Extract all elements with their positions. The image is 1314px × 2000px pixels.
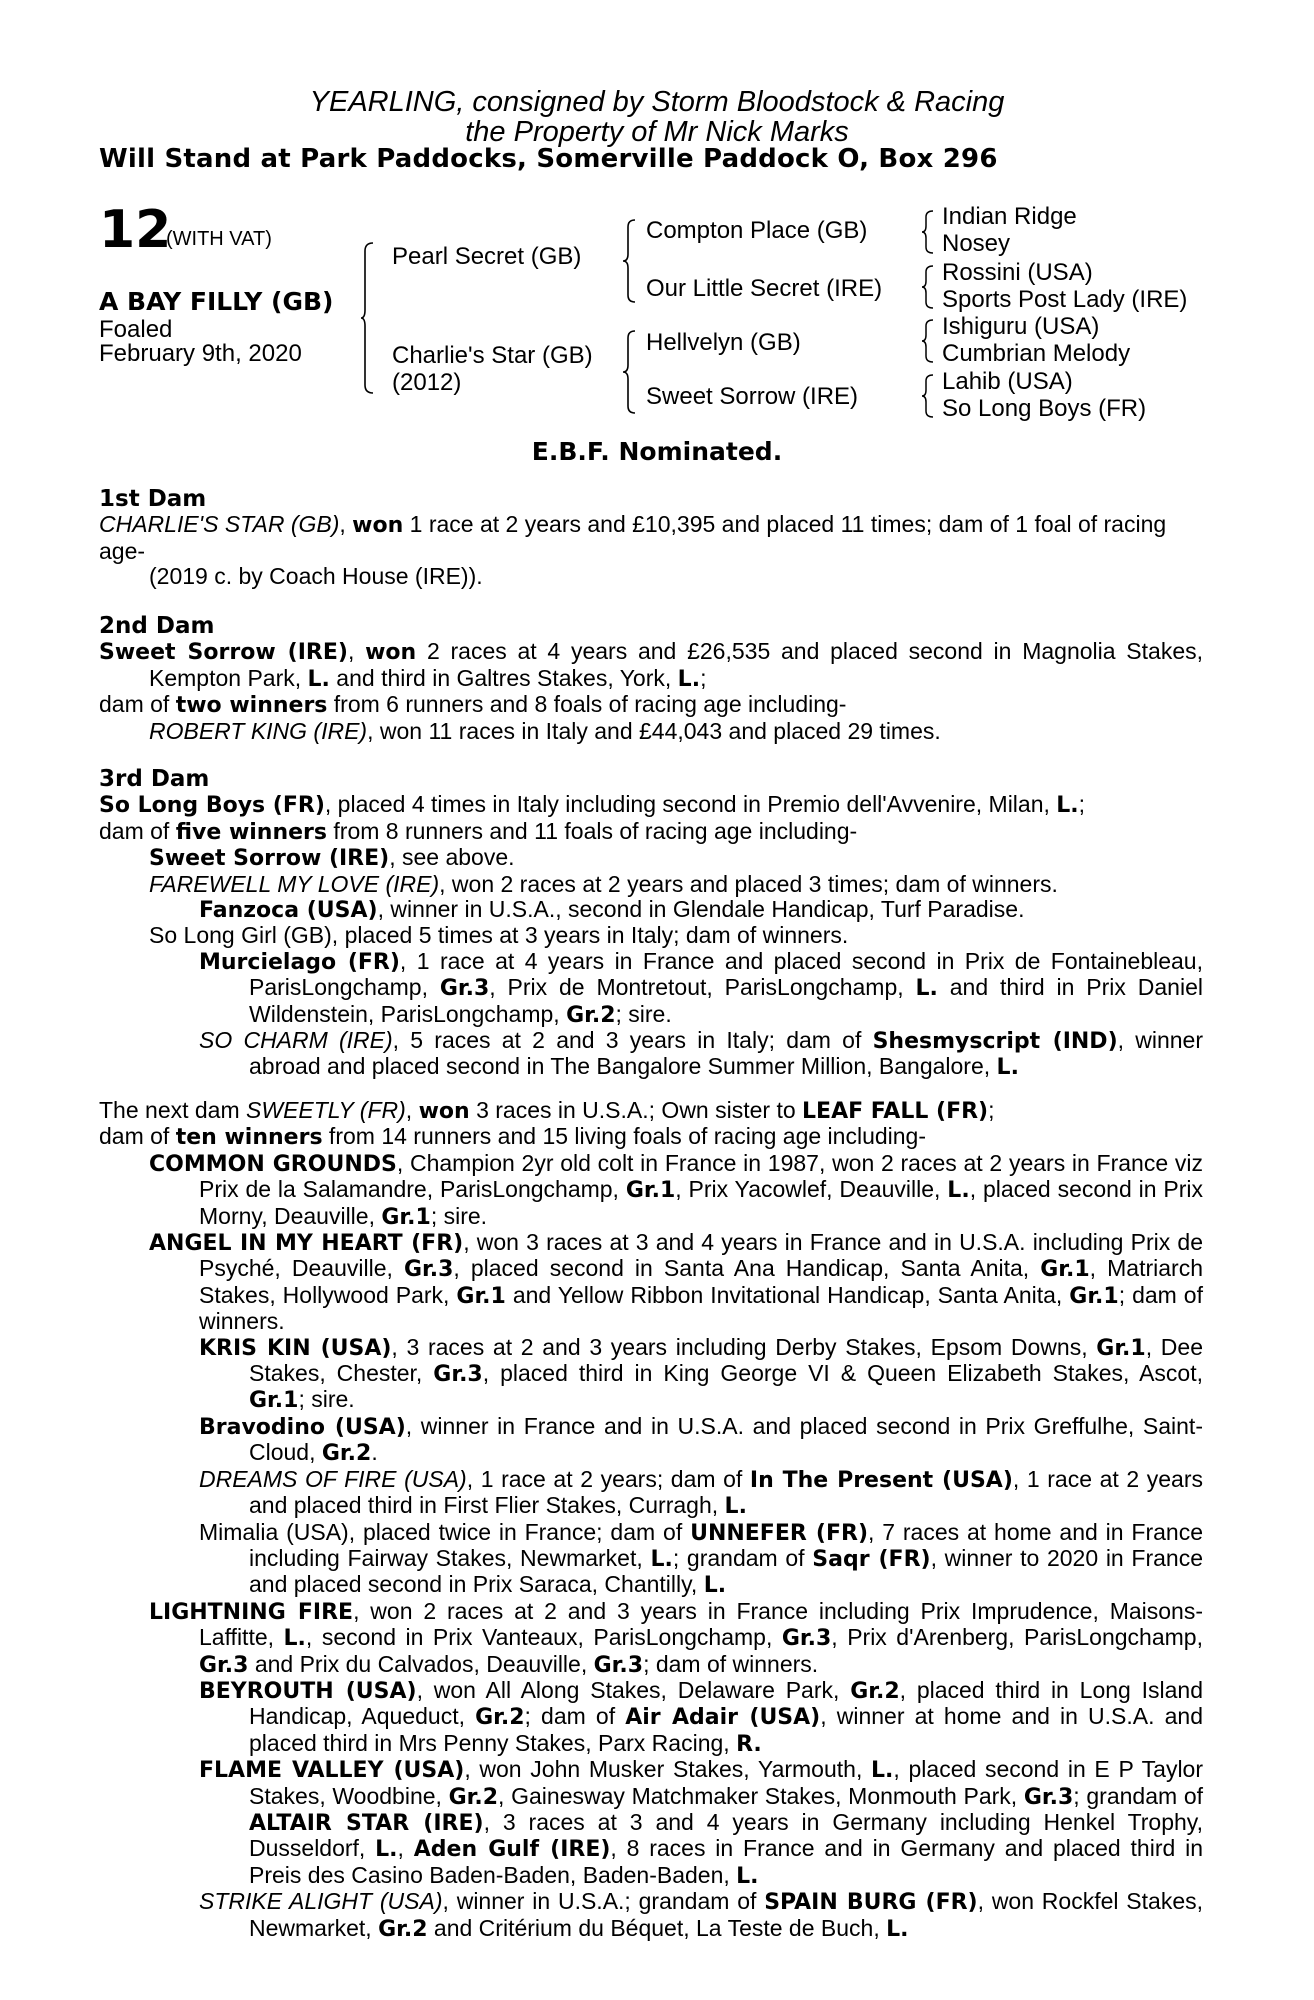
second-dam-produce-summary: dam of two winners from 6 runners and 8 foals of racing age including- xyxy=(99,691,847,719)
pedigree-brace-main xyxy=(360,242,376,394)
pedigree-dam: Charlie's Star (GB) xyxy=(392,342,593,369)
pedigree-brace-sire xyxy=(622,219,638,303)
third-dam-produce-2: FAREWELL MY LOVE (IRE), won 2 races at 2 years and placed 3 times; dam of winners. xyxy=(149,870,1058,897)
next-dam-text: The next dam SWEETLY (FR), won 3 races in U.S.A.; Own sister to LEAF FALL (FR); xyxy=(99,1097,995,1124)
foaled-date: February 9th, 2020 xyxy=(99,340,302,367)
next-dam-produce-2: ANGEL IN MY HEART (FR), won 3 races at 3 and 4 years in France and in U.S.A. including Prix de Psyché, Deauville, Gr.3, placed second in Santa Ana Handicap, Santa Anita, Gr.1, Matriarch Stakes, Hollywood Park, Gr.1 and Yellow Ribbon Invitational Handicap, Santa Anita, Gr.1; dam of winners. xyxy=(149,1229,1203,1335)
lot-vat: (WITH VAT) xyxy=(166,228,272,250)
pedigree-g5: Ishiguru (USA) xyxy=(942,313,1100,340)
pedigree-g3: Rossini (USA) xyxy=(942,259,1093,286)
pedigree-dam-dam: Sweet Sorrow (IRE) xyxy=(646,383,859,410)
pedigree-g1: Indian Ridge xyxy=(942,203,1077,230)
next-dam-produce-2a: KRIS KIN (USA), 3 races at 2 and 3 years including Derby Stakes, Epsom Downs, Gr.1, Dee Stakes, Chester, Gr.3, placed third in King George VI & Queen Elizabeth Stakes, Ascot, Gr.1; sire. xyxy=(199,1333,1203,1414)
next-dam-produce-3b: FLAME VALLEY (USA), won John Musker Stakes, Yarmouth, L., placed second in E P Taylor Stakes, Woodbine, Gr.2, Gainesway Matchmaker Stakes, Monmouth Park, Gr.3; grandam of ALTAIR STAR (IRE), 3 races at 3 and 4 years in Germany including Henkel Trophy, Dusseldorf, L., Aden Gulf (IRE), 8 races in France and in Germany and placed third in Preis des Casino Baden-Baden, Baden-Baden, L. xyxy=(199,1756,1204,1889)
first-dam-produce: (2019 c. by Coach House (IRE)). xyxy=(149,563,483,590)
third-dam-heading: 3rd Dam xyxy=(99,766,210,792)
pedigree-brace-g1 xyxy=(921,210,935,254)
pedigree-g2: Nosey xyxy=(942,230,1011,257)
third-dam-produce-3b: SO CHARM (IRE), 5 races at 2 and 3 years in Italy; dam of Shesmyscript (IND), winner abroad and placed second in The Bangalore Summer Million, Bangalore, L. xyxy=(199,1027,1203,1081)
pedigree-sire: Pearl Secret (GB) xyxy=(392,243,582,270)
pedigree-brace-g4 xyxy=(921,374,935,418)
first-dam-heading: 1st Dam xyxy=(99,486,207,512)
next-dam-produce-3: LIGHTNING FIRE, won 2 races at 2 and 3 years in France including Prix Imprudence, Maisons-Laffitte, L., second in Prix Vanteaux, ParisLongchamp, Gr.3, Prix d'Arenberg, ParisLongchamp, Gr.3 and Prix du Calvados, Deauville, Gr.3; dam of winners. xyxy=(149,1597,1204,1678)
next-dam-produce-2d: Mimalia (USA), placed twice in France; dam of UNNEFER (FR), 7 races at home and in France including Fairway Stakes, Newmarket, L.; grandam of Saqr (FR), winner to 2020 in France and placed second in Prix Saraca, Chantilly, L. xyxy=(199,1518,1204,1599)
header-line-1: YEARLING, consigned by Storm Bloodstock & Racing xyxy=(309,86,1005,118)
foaled-label: Foaled xyxy=(99,316,173,343)
horse-description: A BAY FILLY (GB) xyxy=(99,287,334,316)
third-dam-section xyxy=(99,767,1203,1081)
third-dam-produce-3a: Murcielago (FR), 1 race at 4 years in France and placed second in Prix de Fontainebleau, ParisLongchamp, Gr.3, Prix de Montretout, ParisLongchamp, L. and third in Prix Daniel Wildenstein, ParisLongchamp, Gr.2; sire. xyxy=(199,947,1203,1028)
pedigree-dam-sire: Hellvelyn (GB) xyxy=(646,329,801,356)
next-dam-produce-1: COMMON GROUNDS, Champion 2yr old colt in France in 1987, won 2 races at 2 years in France viz Prix de la Salamandre, ParisLongchamp, Gr.1, Prix Yacowlef, Deauville, L., placed second in Prix Morny, Deauville, Gr.1; sire. xyxy=(149,1149,1203,1230)
header-line-2: the Property of Mr Nick Marks xyxy=(465,116,849,148)
third-dam-produce-1: Sweet Sorrow (IRE), see above. xyxy=(149,844,515,872)
first-dam-text: CHARLIE'S STAR (GB), won 1 race at 2 years and £10,395 and placed 11 times; dam of 1 foal of racing age- xyxy=(99,511,1167,564)
pedigree-sire-sire: Compton Place (GB) xyxy=(646,217,868,244)
pedigree-g4: Sports Post Lady (IRE) xyxy=(942,286,1188,313)
second-dam-produce-1: ROBERT KING (IRE), won 11 races in Italy and £44,043 and placed 29 times. xyxy=(149,717,941,744)
pedigree-sire-dam: Our Little Secret (IRE) xyxy=(646,275,883,302)
pedigree-brace-dam xyxy=(622,330,638,414)
third-dam-produce-summary: dam of five winners from 8 runners and 11 foals of racing age including- xyxy=(99,817,858,845)
ebf-nominated: E.B.F. Nominated. xyxy=(531,437,783,466)
next-dam-section xyxy=(99,1098,1203,1942)
third-dam-produce-3: So Long Girl (GB), placed 5 times at 3 years in Italy; dam of winners. xyxy=(149,922,849,949)
pedigree-g7: Lahib (USA) xyxy=(942,368,1073,395)
first-dam-section xyxy=(99,487,1203,590)
second-dam-heading: 2nd Dam xyxy=(99,613,215,639)
third-dam-produce-2a: Fanzoca (USA), winner in U.S.A., second in Glendale Handicap, Turf Paradise. xyxy=(199,896,1025,924)
pedigree-dam-year: (2012) xyxy=(392,369,462,396)
pedigree-brace-g3 xyxy=(921,319,935,363)
second-dam-section xyxy=(99,614,1203,744)
next-dam-produce-2c: DREAMS OF FIRE (USA), 1 race at 2 years; dam of In The Present (USA), 1 race at 2 years and placed third in First Flier Stakes, Curragh, L. xyxy=(199,1465,1203,1520)
stand-location: Will Stand at Park Paddocks, Somerville Paddock O, Box 296 xyxy=(99,144,998,174)
next-dam-produce-3c: STRIKE ALIGHT (USA), winner in U.S.A.; grandam of SPAIN BURG (FR), won Rockfel Stakes, Newmarket, Gr.2 and Critérium du Béquet, La Teste de Buch, L. xyxy=(199,1888,1204,1942)
pedigree-brace-g2 xyxy=(921,265,935,309)
lot-number: 12 xyxy=(99,200,172,260)
pedigree-g8: So Long Boys (FR) xyxy=(942,395,1147,422)
pedigree-g6: Cumbrian Melody xyxy=(942,340,1131,367)
next-dam-produce-summary: dam of ten winners from 14 runners and 15 living foals of racing age including- xyxy=(99,1123,927,1151)
next-dam-produce-2b: Bravodino (USA), winner in France and in U.S.A. and placed second in Prix Greffulhe, Saint-Cloud, Gr.2. xyxy=(199,1412,1203,1467)
next-dam-produce-3a: BEYROUTH (USA), won All Along Stakes, Delaware Park, Gr.2, placed third in Long Island Handicap, Aqueduct, Gr.2; dam of Air Adair (USA), winner at home and in U.S.A. and placed third in Mrs Penny Stakes, Parx Racing, R. xyxy=(199,1676,1204,1757)
third-dam-text: So Long Boys (FR), placed 4 times in Italy including second in Premio dell'Avvenire, Milan, L.; xyxy=(99,791,1086,819)
second-dam-text: Sweet Sorrow (IRE), won 2 races at 4 years and £26,535 and placed second in Magnolia Stakes, Kempton Park, L. and third in Galtres Stakes, York, L.; xyxy=(99,638,1204,692)
